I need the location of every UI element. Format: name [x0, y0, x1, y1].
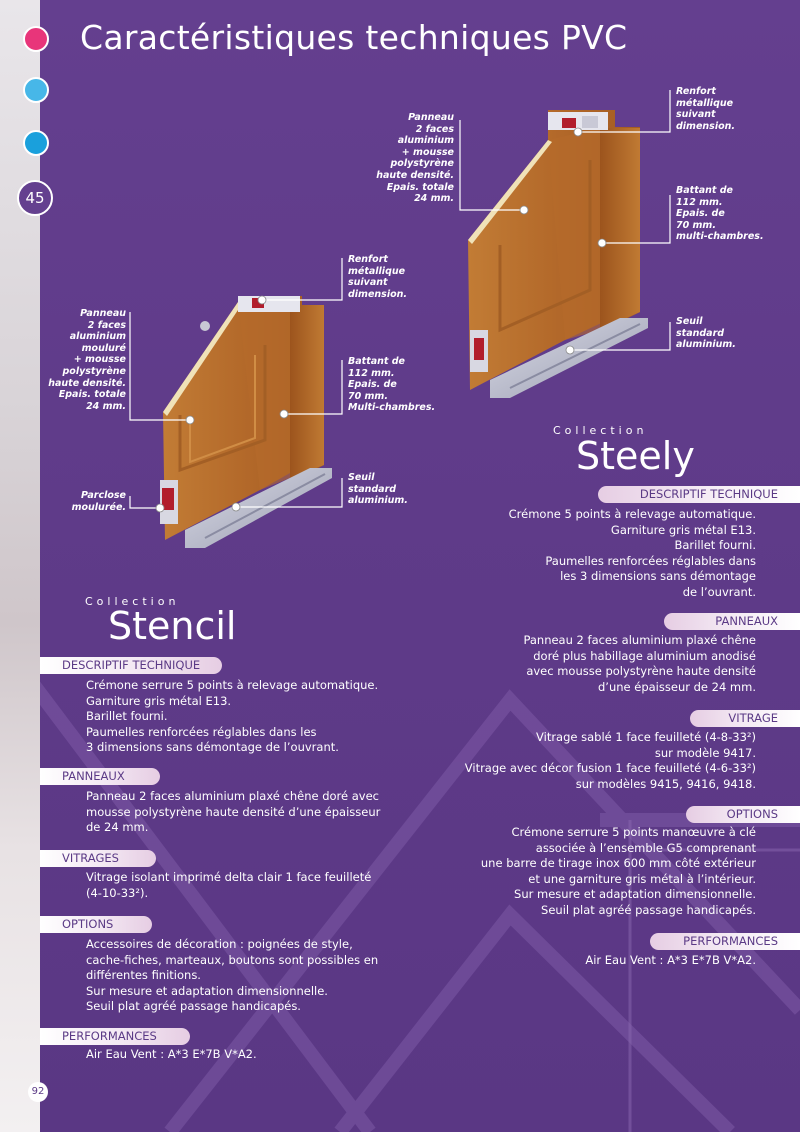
- steely-section-panneaux-header: PANNEAUX: [664, 613, 800, 630]
- section-number-badge: 45: [17, 180, 53, 216]
- steely-collection-name: Steely: [576, 434, 695, 478]
- steely-section-performances-header: PERFORMANCES: [650, 933, 800, 950]
- steely-callout-battant: Battant de 112 mm. Epais. de 70 mm. multi-chambres.: [676, 185, 764, 243]
- steely-section-descriptif-header: DESCRIPTIF TECHNIQUE: [598, 486, 800, 503]
- stencil-section-vitrages-header: VITRAGES: [40, 850, 156, 867]
- steely-options-text: Crémone serrure 5 points manœuvre à clé associée à l’ensemble G5 comprenant une barre de tirage inox 600 mm côté extérieur et une garniture gris métal à l’intérieur. Sur mesure et adaptation dimensionnelle. Seuil plat agréé passage handicapés.: [480, 825, 756, 917]
- stencil-options-text: Accessoires de décoration : poignées de style, cache-fiches, marteaux, boutons sont possibles en différentes finitions. Sur mesure et adaptation dimensionnelle. Seuil plat agréé passage handicapés.: [86, 937, 379, 1014]
- stencil-section-performances-header: PERFORMANCES: [40, 1028, 190, 1045]
- steely-door-drawing: [468, 110, 648, 398]
- steely-callout-renfort: Renfort métallique suivant dimension.: [676, 86, 735, 132]
- stencil-collection-label: Collection: [85, 595, 180, 608]
- stencil-panneaux-text: Panneau 2 faces aluminium plaxé chêne doré avec mousse polystyrène haute densité d’une épaisseur de 24 mm.: [86, 789, 381, 835]
- stencil-vitrages-text: Vitrage isolant imprimé delta clair 1 face feuilleté (4-10-33²).: [86, 870, 372, 900]
- stencil-section-panneaux-header: PANNEAUX: [40, 768, 160, 785]
- stencil-section-options-header: OPTIONS: [40, 916, 152, 933]
- stencil-section-descriptif-header: DESCRIPTIF TECHNIQUE: [40, 657, 222, 674]
- stencil-door-drawing: [160, 296, 332, 548]
- steely-panneaux-text: Panneau 2 faces aluminium plaxé chêne doré plus habillage aluminium anodisé avec mousse polystyrène haute densité d’une épaisseur de 24 mm.: [523, 633, 756, 694]
- steely-vitrage-text: Vitrage sablé 1 face feuilleté (4-8-33²) sur modèle 9417. Vitrage avec décor fusion 1 face feuilleté (4-6-33²) sur modèles 9415, 9416, 9418.: [464, 730, 756, 791]
- stencil-callout-panneau: Panneau 2 faces aluminium mouluré + mousse polystyrène haute densité. Epais. totale 24 mm.: [48, 308, 126, 412]
- stencil-callout-battant: Battant de 112 mm. Epais. de 70 mm. Multi-chambres.: [348, 356, 436, 414]
- stencil-performances-text: Air Eau Vent : A*3 E*7B V*A2.: [86, 1047, 257, 1061]
- steely-performances-text: Air Eau Vent : A*3 E*7B V*A2.: [585, 953, 756, 967]
- stencil-descriptif-text: Crémone serrure 5 points à relevage automatique. Garniture gris métal E13. Barillet fourni. Paumelles renforcées réglables dans les 3 dimensions sans démontage de l’ouvrant.: [86, 678, 379, 755]
- steely-callout-seuil: Seuil standard aluminium.: [676, 316, 736, 351]
- steely-section-vitrage-header: VITRAGE: [690, 710, 800, 727]
- stencil-callout-seuil: Seuil standard aluminium.: [348, 472, 408, 507]
- stencil-collection-name: Stencil: [108, 604, 237, 648]
- stencil-callout-parclose: Parclose moulurée.: [71, 490, 126, 513]
- steely-descriptif-text: Crémone 5 points à relevage automatique. Garniture gris métal E13. Barillet fourni. Paumelles renforcées réglables dans les 3 dimensions sans démontage de l’ouvrant.: [508, 507, 756, 599]
- steely-section-options-header: OPTIONS: [686, 806, 800, 823]
- steely-callout-panneau: Panneau 2 faces aluminium + mousse polystyrène haute densité. Epais. totale 24 mm.: [376, 112, 454, 205]
- stencil-callout-renfort: Renfort métallique suivant dimension.: [348, 254, 407, 300]
- page-title: Caractéristiques techniques PVC: [80, 18, 628, 57]
- page-number: 92: [28, 1082, 48, 1102]
- steely-collection-label: Collection: [553, 424, 648, 437]
